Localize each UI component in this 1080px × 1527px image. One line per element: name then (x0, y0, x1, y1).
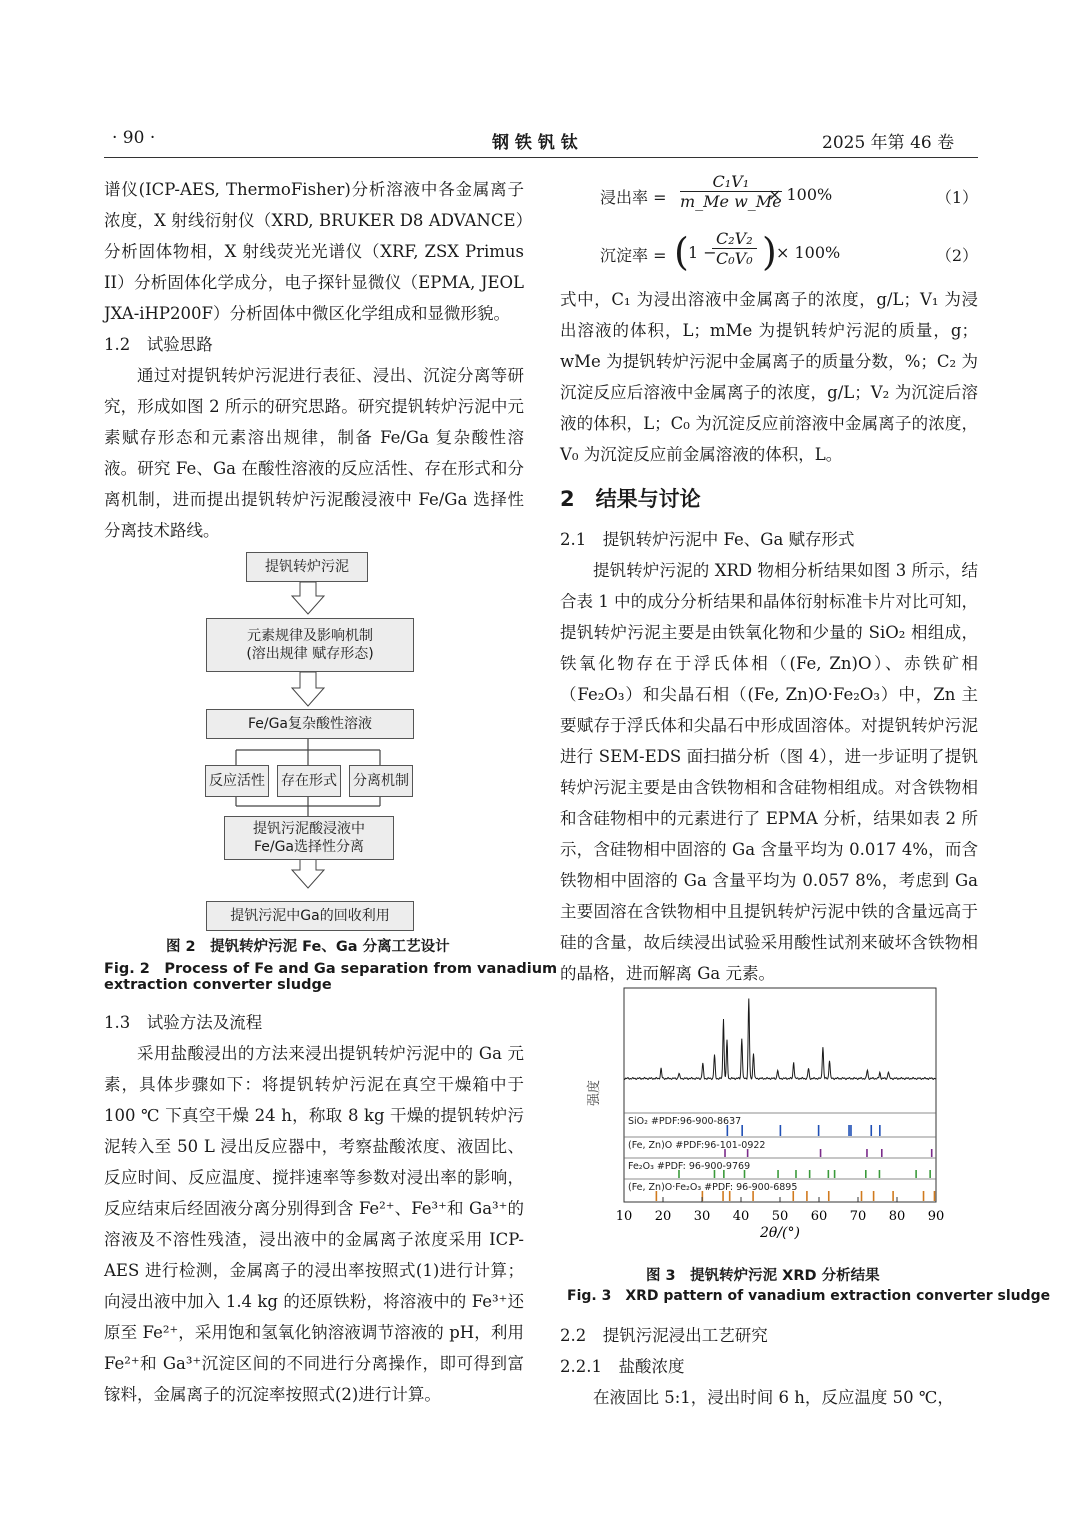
left-column-top (104, 174, 524, 546)
xrd-x-tick-label: 20 (654, 1209, 672, 1224)
xrd-x-tick-label: 80 (888, 1209, 906, 1224)
flow-box-sludge: 提钒转炉污泥 (246, 552, 368, 582)
eq2-label: 沉淀率 = (600, 246, 667, 265)
xrd-x-tick-label: 10 (615, 1209, 633, 1224)
flow-box-separation: 分离机制 (349, 765, 413, 797)
xrd-ref-label: Fe₂O₃ #PDF: 96-900-9769 (628, 1161, 751, 1172)
arrow-1 (292, 582, 324, 614)
eq1-fraction (680, 172, 782, 211)
flowchart-arrows (104, 548, 524, 933)
equation-1 (600, 170, 978, 220)
flow-box-selective-line1: 提钒污泥酸浸液中 (253, 821, 365, 837)
flow-box-solution: Fe/Ga复杂酸性溶液 (206, 709, 414, 739)
eq2-paren-open: ( (674, 230, 689, 274)
xrd-ref-label: (Fe, Zn)O #PDF:96-101-0922 (628, 1140, 766, 1151)
xrd-x-tick-label: 70 (849, 1209, 867, 1224)
eq1-label: 浸出率 = (600, 188, 667, 207)
figure-2-caption-en1: Fig. 2 Process of Fe and Ga separation from vanadium (104, 961, 558, 977)
arrow-5 (292, 856, 324, 888)
xrd-xlabel: 2θ/(°) (760, 1225, 800, 1241)
xrd-x-tick-label: 30 (693, 1209, 711, 1224)
para-variables: 式中，C₁ 为浸出溶液中金属离子的浓度，g/L；V₁ 为浸出溶液的体积，L；mMe 为提钒转炉污泥的质量，g；wMe 为提钒转炉污泥中金属离子的质量分数，%；C₂ 为沉淀反应后溶液中金属离子的浓度，g/L；V₂ 为沉淀后溶液的体积，L；C₀ 为沉淀反应前溶液中金属离子的浓度，V₀ 为沉淀反应前金属溶液的体积，L。 (560, 290, 978, 464)
figure-3-xrd (578, 985, 978, 1245)
flow-box-form: 存在形式 (277, 765, 341, 797)
flow-box-reactivity: 反应活性 (205, 765, 269, 797)
equation-2 (600, 226, 978, 282)
xrd-x-tick-label: 60 (810, 1209, 828, 1224)
figure-3-caption-en: Fig. 3 XRD pattern of vanadium extraction converter sludge (567, 1288, 1051, 1304)
header-rule (104, 157, 978, 158)
heading-2-2-1: 2.2.1 盐酸浓度 (560, 1357, 685, 1376)
eq2-number: （2） (935, 246, 978, 265)
xrd-ref-label: SiO₂ #PDF:96-900-8637 (628, 1116, 742, 1127)
xrd-ref-label: (Fe, Zn)O·Fe₂O₃ #PDF: 96-900-6895 (628, 1182, 798, 1193)
xrd-x-tick-label: 40 (732, 1209, 750, 1224)
para-hcl-concentration: 在液固比 5:1，浸出时间 6 h，反应温度 50 ℃， (593, 1388, 954, 1407)
eq2-denominator: C₀V₀ (716, 249, 753, 268)
flow-box-selective-line2: Fe/Ga选择性分离 (253, 839, 365, 855)
eq1-denominator: m_Me w_Me (680, 192, 782, 211)
heading-1-2: 1.2 试验思路 (104, 335, 213, 354)
issue-info: 2025 年第 46 卷 (822, 133, 955, 153)
heading-2: 2 结果与讨论 (560, 487, 701, 511)
eq1-tail: × 100% (768, 185, 833, 204)
page-number: · 90 · (112, 128, 156, 148)
right-column-bottom (560, 1320, 978, 1413)
heading-2-2: 2.2 提钒污泥浸出工艺研究 (560, 1326, 768, 1345)
eq2-numerator: C₂V₂ (712, 229, 757, 249)
heading-2-1: 2.1 提钒转炉污泥中 Fe、Ga 赋存形式 (560, 530, 855, 549)
eq1-number: （1） (935, 188, 978, 207)
right-column-text (560, 284, 978, 989)
xrd-x-tick-label: 90 (927, 1209, 945, 1224)
eq2-tail: × 100% (776, 243, 841, 262)
xrd-chart (578, 985, 978, 1245)
flow-box-selective-separation (224, 816, 394, 860)
eq2-fraction (712, 229, 757, 268)
para-research-idea: 通过对提钒转炉污泥进行表征、浸出、沉淀分离等研究，形成如图 2 所示的研究思路。研究提钒转炉污泥中元素赋存形态和元素溶出规律，制备 Fe/Ga 复杂酸性溶液。研究 Fe、Ga 在酸性溶液的反应活性、存在形式和分离机制，进而提出提钒转炉污泥酸浸液中 Fe/Ga 选择性分离技术路线。 (104, 366, 524, 540)
figure-2-caption-en2: extraction converter sludge (104, 977, 332, 993)
heading-1-3: 1.3 试验方法及流程 (104, 1013, 263, 1032)
figure-3-caption-cn: 图 3 提钒转炉污泥 XRD 分析结果 (646, 1268, 880, 1284)
xrd-x-tick-label: 50 (771, 1209, 789, 1224)
para-instruments: 谱仪(ICP-AES, ThermoFisher)分析溶液中各金属离子浓度，X 射线衍射仪（XRD, BRUKER D8 ADVANCE）分析固体物相，X 射线荧光光谱仪（XRF, ZSX Primus II）分析固体化学成分，电子探针显微仪（EPMA, JEOL JXA-iHP200F）分析固体中微区化学组成和显微形貌。 (104, 180, 524, 323)
para-method: 采用盐酸浸出的方法来浸出提钒转炉污泥中的 Ga 元素，具体步骤如下：将提钒转炉污泥在真空干燥箱中于 100 ℃ 下真空干燥 24 h，称取 8 kg 干燥的提钒转炉污泥转入至 50 L 浸出反应器中，考察盐酸浓度、液固比、反应时间、反应温度、搅拌速率等参数对浸出率的影响，反应结束后经固液分离分别得到含 Fe²⁺、Fe³⁺和 Ga³⁺的溶液及不溶性残渣，浸出液中的金属离子浓度采用 ICP-AES 进行检测，金属离子的浸出率按照式(1)进行计算；向浸出液中加入 1.4 kg 的还原铁粉，将溶液中的 Fe³⁺还原至 Fe²⁺，采用饱和氢氧化钠溶液调节溶液的 pH，利用 Fe²⁺和 Ga³⁺沉淀区间的不同进行分离操作，即可得到富镓料，金属离子的沉淀率按照式(2)进行计算。 (104, 1044, 524, 1404)
figure-2-flowchart (104, 548, 524, 933)
eq2-one-minus: 1 − (688, 243, 717, 262)
para-xrd-analysis: 提钒转炉污泥的 XRD 物相分析结果如图 3 所示，结合表 1 中的成分分析结果和晶体衍射标准卡片对比可知，提钒转炉污泥主要是由铁氧化物和少量的 SiO₂ 相组成，铁氧化物存在于浮氏体相（(Fe, Zn)O）、赤铁矿相（Fe₂O₃）和尖晶石相（(Fe, Zn)O·Fe₂O₃）中，Zn 主要赋存于浮氏体和尖晶石中形成固溶体。对提钒转炉污泥进行 SEM-EDS 面扫描分析（图 4），进一步证明了提钒转炉污泥主要是由含铁物相和含硅物相组成。对含铁物相和含硅物相中的元素进行了 EPMA 分析，结果如表 2 所示，含硅物相中固溶的 Ga 含量平均为 0.017 4%，而含铁物相中固溶的 Ga 含量平均为 0.057 8%，考虑到 Ga 主要固溶在含铁物相中且提钒转炉污泥中铁的含量远高于硅的含量，故后续浸出试验采用酸性试剂来破坏含铁物相的晶格，进而解离 Ga 元素。 (560, 561, 978, 983)
xrd-ylabel: 强度 (587, 1079, 602, 1107)
flow-box-mechanism (206, 618, 414, 672)
eq2-paren-close: ) (762, 230, 777, 274)
eq1-numerator: C₁V₁ (680, 172, 782, 192)
flow-box-mechanism-line2: (溶出规律 赋存形态) (246, 646, 374, 662)
arrow-2 (292, 672, 324, 706)
flow-box-ga-recovery: 提钒污泥中Ga的回收利用 (206, 901, 414, 931)
flow-box-mechanism-line1: 元素规律及影响机制 (247, 628, 373, 644)
journal-title: 钢 铁 钒 钛 (492, 133, 578, 153)
figure-2-caption-cn: 图 2 提钒转炉污泥 Fe、Ga 分离工艺设计 (166, 939, 450, 955)
left-column-bottom (104, 1007, 524, 1410)
